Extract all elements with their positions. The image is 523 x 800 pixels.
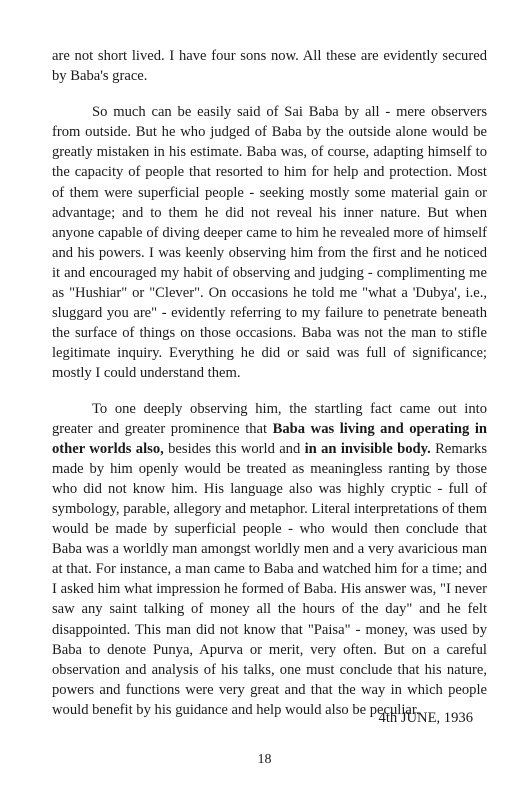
para3-text-1: To one deeply observing him, the startling fact came out into greater and greater prominence that: [52, 400, 487, 437]
paragraph-other-worlds: [52, 399, 487, 721]
document-date: 4th JUNE, 1936: [378, 710, 473, 726]
paragraph-sai-baba-observers: So much can be easily said of Sai Baba by all - mere observers from outside. But he who judged of Baba by the outside alone would be greatly mistaken in his estimate. Baba was, of course, adapting himself to the capacity of people that resorted to him for help and protection. Most of them were superficial people - seeking mostly some material gain or advantage; and to them he did not reveal his inner nature. But when anyone capable of diving deeper came to him he revealed more of himself and his powers. I was keenly observing him from the first and he noticed it and encouraged my habit of observing and judging - complimenting me as "Hushiar" or "Clever". On occasions he told me "what a 'Dubya', i.e., sluggard you are" - evidently referring to my failure to penetrate beneath the surface of things on those occasions. Baba was not the man to stifle legitimate inquiry. Everything he did or said was full of significance; mostly I could understand them.: [52, 104, 487, 382]
para3-bold-2: in an invisible body.: [304, 440, 431, 457]
paragraph-continuation: are not short lived. I have four sons now. All these are evidently secured by Baba's grace.: [52, 48, 487, 85]
para3-text-3: Remarks made by him openly would be treated as meaningless ranting by those who did not know him. His language also was highly cryptic - full of symbology, parable, allegory and metaphor. Literal interpretations of them would be made by superficial people - who would then conclude that Baba was a worldly man amongst worldly men and a very avaricious man at that. For instance, a man came to Baba and watched him for a time; and I asked him what impression he formed of Baba. His answer was, "I never saw any saint talking of money all the hours of the day" and he felt disappointed. This man did not know that "Paisa" - money, was used by Baba to denote Punya, Apurva or merit, very often. But on a careful observation and analysis of his talks, one must conclude that his nature, powers and functions were very great and that the way in which people would benefit by his guidance and help would also be peculiar.: [52, 440, 488, 718]
para3-bold-1: Baba was living and operating in other worlds also,: [52, 420, 487, 457]
para3-text-2: besides this world and: [163, 440, 305, 457]
page-number: 18: [257, 752, 272, 767]
